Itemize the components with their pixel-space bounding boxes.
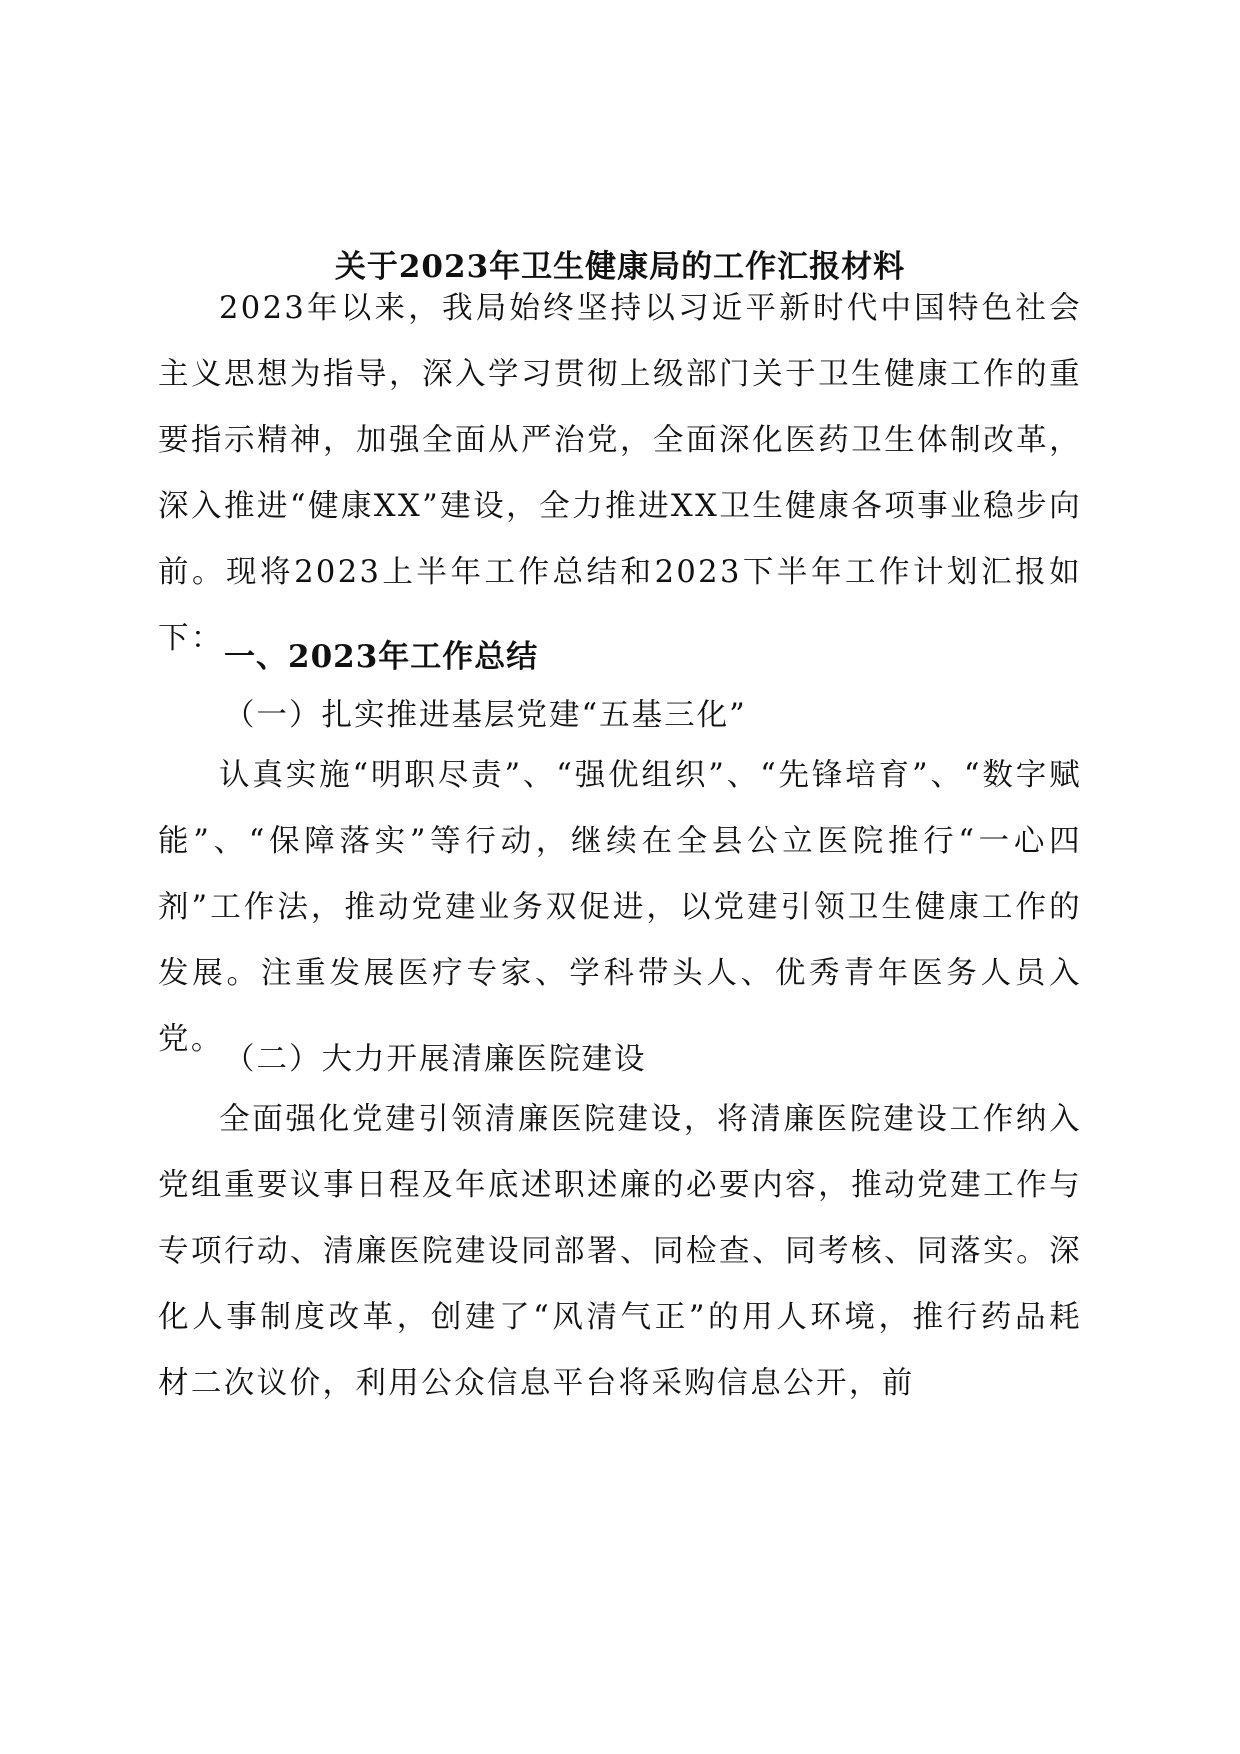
- document-title: 关于2023年卫生健康局的工作汇报材料: [334, 248, 906, 285]
- intro-paragraph: 2023年以来，我局始终坚持以习近平新时代中国特色社会主义思想为指导，深入学习贯彻上级部门关于卫生健康工作的重要指示精神，加强全面从严治党，全面深化医药卫生体制改革，深入推进“健康XX”建设，全力推进XX卫生健康各项事业稳步向前。现将2023上半年工作总结和2023下半年工作计划汇报如下：: [158, 291, 1082, 656]
- subsection1-heading: （一）扎实推进基层党建“五基三化”: [224, 698, 747, 733]
- subsection1-paragraph: 认真实施“明职尽责”、“强优组织”、“先锋培育”、“数字赋能”、“保障落实”等行动，继续在全县公立医院推行“一心四剂”工作法，推动党建业务双促进，以党建引领卫生健康工作的发展。注重发展医疗专家、学科带头人、优秀青年医务人员入党。: [158, 758, 1082, 1057]
- subsection2-heading: （二）大力开展清廉医院建设: [224, 1042, 647, 1077]
- section1-heading: 一、2023年工作总结: [224, 639, 539, 675]
- subsection2-paragraph: 全面强化党建引领清廉医院建设，将清廉医院建设工作纳入党组重要议事日程及年底述职述廉的必要内容，推动党建工作与专项行动、清廉医院建设同部署、同检查、同考核、同落实。深化人事制度改革，创建了“风清气正”的用人环境，推行药品耗材二次议价，利用公众信息平台将采购信息公开，前: [158, 1102, 1082, 1401]
